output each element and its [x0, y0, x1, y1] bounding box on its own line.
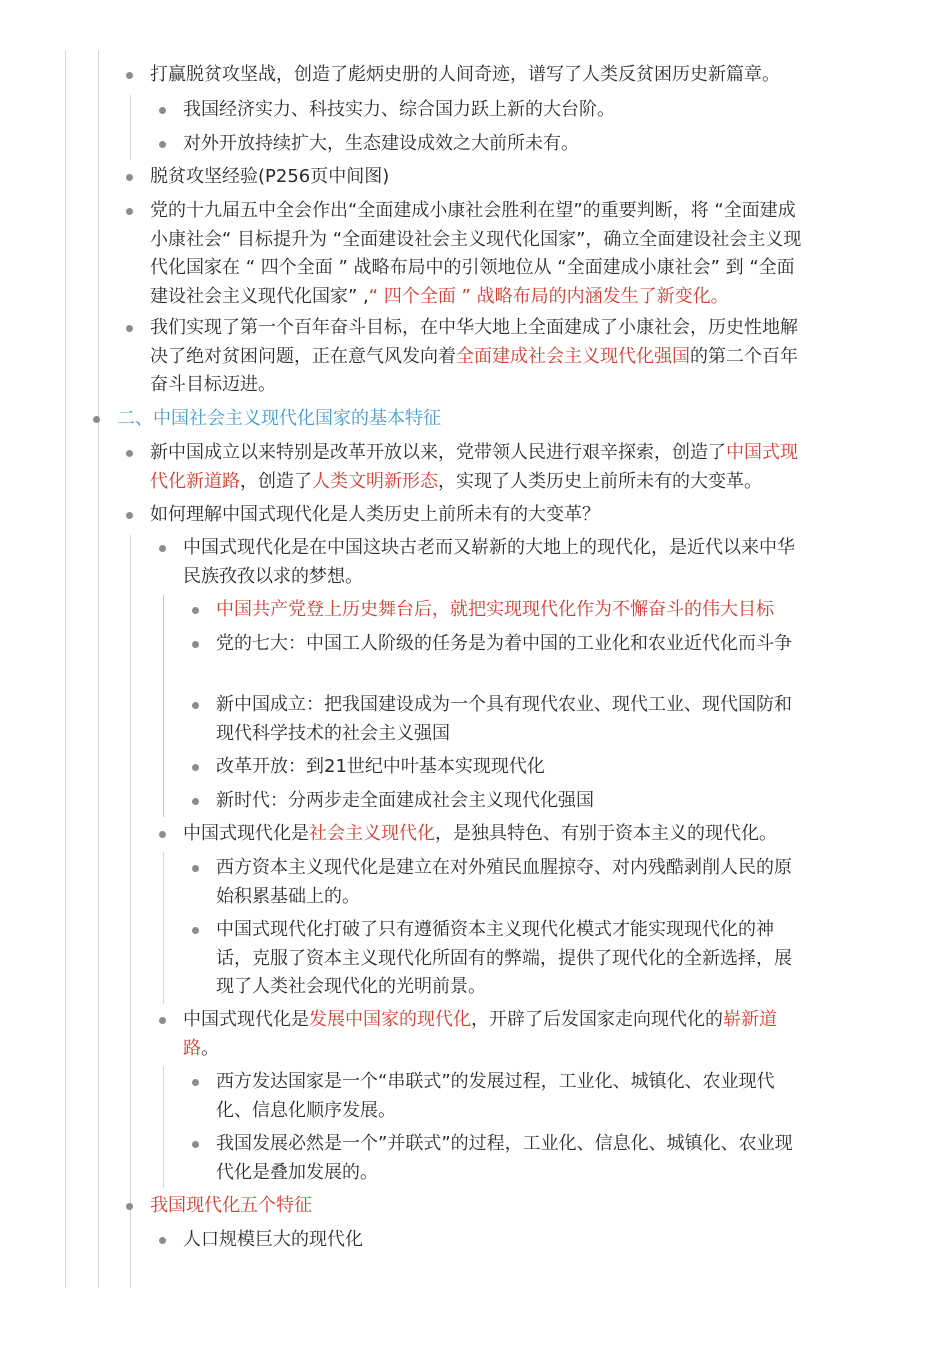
outline-item-level-2 [150, 1192, 805, 1221]
outline-text-segment: 我国经济实力、科技实力、综合国力跃上新的大台阶。 [183, 99, 615, 120]
outline-text-segment: 党的七大：中国工人阶级的任务是为着中国的工业化和农业近代化而斗争 [216, 633, 792, 654]
outline-text-segment: 二、中国社会主义现代化国家的基本特征 [117, 408, 441, 429]
outline-text-segment: 的第二个百年奋斗目标迈进。 [150, 345, 798, 395]
outline-text-segment: 新时代：分两步走全面建成社会主义现代化强国 [216, 790, 594, 811]
outline-text-segment: 发展中国家的现代化 [309, 1009, 471, 1030]
outline-guide-level-3c [163, 1066, 164, 1188]
outline-text-segment: 我国现代化五个特征 [150, 1195, 312, 1216]
outline-text-segment: 新中国成立以来特别是改革开放以来，党带领人民进行艰辛探索，创造了 [150, 442, 726, 463]
outline-text-segment: 西方资本主义现代化是建立在对外殖民血腥掠夺、对内残酷剥削人民的原始积累基础上的。 [216, 857, 792, 907]
outline-text-segment: “ 四个全面 ” 战略布局的内涵发生了新变化。 [368, 285, 729, 307]
outline-guide-level-3b [163, 852, 164, 1004]
outline-text-segment: 人类文明新形态 [312, 470, 438, 492]
outline-item-level-4 [216, 916, 805, 1002]
outline-text-segment: ，创造了 [240, 470, 312, 492]
outline-text-segment: 中国式现代化是 [183, 823, 309, 844]
outline-item-level-2 [150, 197, 805, 311]
outline-guide-level-0 [65, 50, 66, 1288]
outline-item-level-3 [183, 130, 805, 159]
outline-text-segment: 我国发展必然是一个”并联式”的过程，工业化、信息化、城镇化、农业现代化是叠加发展的。 [216, 1133, 793, 1183]
outline-item-level-3 [183, 1226, 805, 1255]
outline-text-segment: 西方发达国家是一个“串联式”的发展过程，工业化、城镇化、农业现代化、信息化顺序发展。 [216, 1071, 775, 1121]
outline-text-segment: 人口规模巨大的现代化 [183, 1229, 363, 1250]
outline-text-segment: 打赢脱贫攻坚战，创造了彪炳史册的人间奇迹，谱写了人类反贫困历史新篇章。 [150, 64, 780, 85]
outline-item-level-4 [216, 1130, 805, 1187]
outline-text-segment: 如何理解中国式现代化是人类历史上前所未有的大变革？ [150, 504, 600, 525]
outline-item-level-2 [150, 314, 805, 400]
outline-text-segment: 新中国成立：把我国建设成为一个具有现代农业、现代工业、现代国防和现代科学技术的社会主义强国 [216, 694, 792, 744]
outline-item-level-4 [216, 691, 805, 748]
outline-text-segment: 。 [201, 1037, 219, 1059]
outline-item-level-4 [216, 753, 805, 782]
outline-text-segment: 对外开放持续扩大，生态建设成效之大前所未有。 [183, 133, 579, 154]
outline-item-level-2 [150, 61, 805, 90]
outline-item-level-3 [183, 820, 805, 849]
outline-text-segment: ，实现了人类历史上前所未有的大变革。 [438, 470, 762, 492]
outline-text-segment: 全面建成社会主义现代化强国 [456, 345, 690, 367]
outline-text-segment: 中国式现代化是在中国这块古老而又崭新的大地上的现代化，是近代以来中华民族孜孜以求的梦想。 [183, 537, 795, 587]
outline-text-segment: ，是独具特色、有别于资本主义的现代化。 [435, 823, 777, 844]
outline-text-segment: 社会主义现代化 [309, 823, 435, 844]
outline-item-level-1 [117, 405, 805, 434]
outline-item-level-4 [216, 596, 805, 625]
outline-item-level-3 [183, 1006, 805, 1063]
outline-text-segment: 我们实现了第一个百年奋斗目标，在中华大地上全面建成了小康社会，历史性地解决了绝对贫困问题，正在意气风发向着 [150, 317, 798, 367]
outline-item-level-3 [183, 96, 805, 125]
outline-guide-level-1 [98, 50, 99, 1288]
outline-item-level-3 [183, 534, 805, 591]
outline-item-level-4 [216, 630, 805, 659]
outline-item-level-2 [150, 501, 805, 530]
outline-text-segment: 中国共产党登上历史舞台后，就把实现现代化作为不懈奋斗的伟大目标 [216, 599, 774, 620]
outline-item-level-4 [216, 1068, 805, 1125]
outline-item-level-4 [216, 787, 805, 816]
outline-text-segment: ，开辟了后发国家走向现代化的 [471, 1009, 723, 1030]
outline-item-level-2 [150, 439, 805, 496]
outline-text-segment: 中国式现代化新道路 [150, 442, 798, 492]
outline-item-level-2 [150, 163, 805, 192]
outline-guide-level-2c [130, 1226, 131, 1288]
outline-guide-level-2 [130, 95, 131, 160]
outline-item-level-4 [216, 854, 805, 911]
outline-text-segment: 崭新道路 [183, 1009, 777, 1059]
outline-text-segment: 中国式现代化打破了只有遵循资本主义现代化模式才能实现现代化的神话，克服了资本主义现代化所固有的弊端，提供了现代化的全新选择，展现了人类社会现代化的光明前景。 [216, 919, 792, 997]
outline-guide-level-2b [130, 535, 131, 1288]
outline-text-segment: 脱贫攻坚经验(P256页中间图) [150, 166, 390, 187]
outline-text-segment: 中国式现代化是 [183, 1009, 309, 1030]
outline-text-segment: 改革开放：到21世纪中叶基本实现现代化 [216, 756, 545, 777]
outline-guide-level-3a [163, 595, 164, 817]
outline-text-segment: 党的十九届五中全会作出“全面建成小康社会胜利在望”的重要判断，将 “全面建成小康社会“ 目标提升为 “全面建设社会主义现代化国家”，确立全面建设社会主义现代化国家在 “ 四个全面 ” 战略布局中的引领地位从 “全面建成小康社会” 到 “全面建设社会主义现代化国家” , [150, 200, 802, 307]
